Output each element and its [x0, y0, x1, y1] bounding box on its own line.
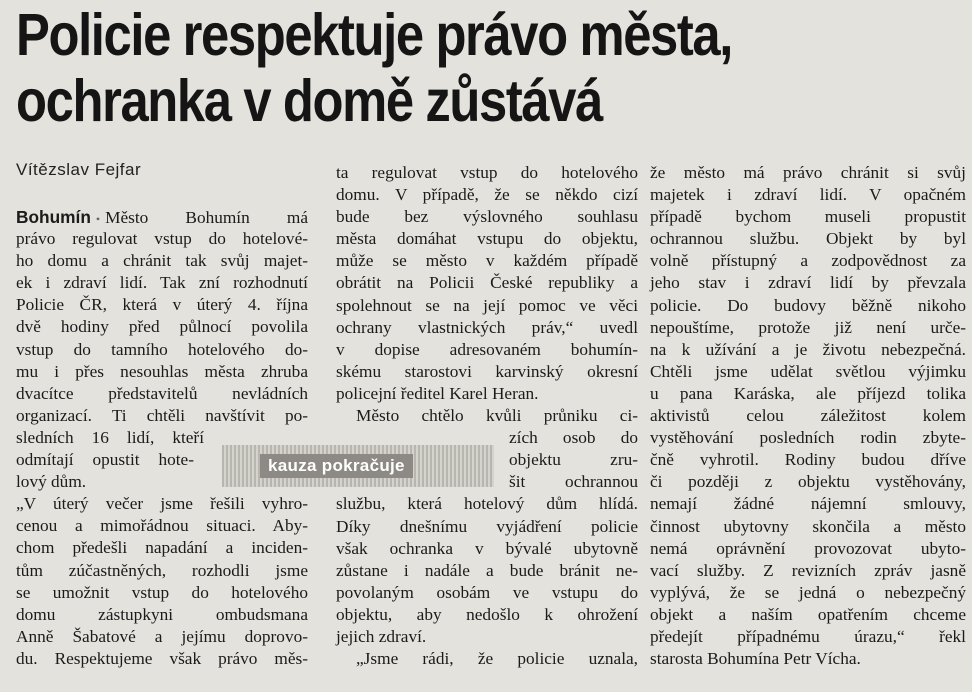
- article-line: volně přístupný a zodpovědnost za: [650, 251, 966, 271]
- kicker-box: [222, 445, 494, 487]
- article-line: Díky dnešnímu vyjádření policie: [336, 516, 638, 536]
- article-line: vystěhování posledních rodin zbyte-: [650, 428, 966, 448]
- article-line: spolehnout se na její pomoc ve věci: [336, 295, 638, 315]
- article-line: domu. V případě, že se někdo cizí: [336, 185, 638, 205]
- column-1-first-line: [16, 206, 308, 228]
- byline: Vítězslav Fejfar: [16, 160, 142, 179]
- article-line: ochrany vlastnických práv,“ uvedl: [336, 317, 638, 337]
- article-line: dvacítce představitelů nevládních: [16, 383, 308, 403]
- article-line: cenou a mimořádnou situaci. Aby-: [16, 516, 308, 536]
- dateline-bullet: •: [95, 212, 101, 226]
- article-line: ta regulovat vstup do hotelového: [336, 163, 638, 182]
- article-line: se umožnit vstup do hotelového: [16, 582, 308, 602]
- article-line: tům zúčastněných, rozhodli jsme: [16, 560, 308, 580]
- headline-line-1: Policie respektuje právo města,: [16, 2, 732, 68]
- article-line: odmítají opustit hote-: [16, 450, 194, 470]
- article-line: policie. Do budovy běžně nikoho: [650, 295, 966, 315]
- article-line: nemá oprávnění provozovat ubyto-: [650, 538, 966, 558]
- article-line: předejít případnému úrazu,“ řekl: [650, 626, 966, 646]
- article-line: jejich zdraví.: [336, 626, 427, 646]
- article-line: skému starostovi karvinský okresní: [336, 361, 638, 381]
- article-line: ho domu a chránit tak svůj majet-: [16, 251, 308, 271]
- article-line: však ochranka v bývalé ubytovně: [336, 538, 638, 558]
- column-1-first-text: Město Bohumín má: [105, 208, 308, 227]
- article-line: „Jsme rádi, že policie uznala,: [356, 649, 638, 669]
- article-line: chom předešli napadání a inciden-: [16, 538, 308, 558]
- article-line: objektu, aby nedošlo k ohrožení: [336, 604, 638, 624]
- article-line: objektu zru-: [509, 450, 638, 470]
- article-line: vací služby. Z revizních zpráv jasně: [650, 560, 966, 580]
- article-column-1: [16, 206, 308, 670]
- article-column-2: [336, 162, 638, 670]
- article-line: du. Respektujeme však právo měs-: [16, 648, 308, 668]
- article-line: Anně Šabatové a jejímu doprovo-: [16, 626, 308, 646]
- article-line: nemají žádné nájemní smlouvy,: [650, 494, 966, 514]
- article-line: vyplývá, že se jedná o nebezpečný: [650, 582, 966, 602]
- article-line: v dopise adresovaném bohumín-: [336, 339, 638, 359]
- article-line: Město chtělo kvůli průniku ci-: [356, 406, 638, 426]
- article-line: ochrannou službu. Objekt by byl: [650, 229, 966, 249]
- article-line: činnost ubytovny skončila a město: [650, 516, 966, 536]
- article-line: starosta Bohumína Petr Vícha.: [650, 649, 861, 669]
- article-line: bude bez výslovného souhlasu: [336, 207, 638, 227]
- article-line: ek i zdraví lidí. Tak zní rozhodnutí: [16, 273, 308, 293]
- article-line: mu i přes nesouhlas města zhruba: [16, 361, 308, 381]
- article-line: aktivistů celou záležitost kolem: [650, 406, 966, 426]
- article-line: sledních 16 lidí, kteří: [16, 427, 204, 447]
- article-line: nepouštíme, protože již není urče-: [650, 317, 966, 337]
- article-line: zích osob do: [509, 428, 638, 448]
- article-line: zůstane i nadále a bude bránit ne-: [336, 560, 638, 580]
- article-line: Chtěli jsme udělat světlou výjimku: [650, 361, 966, 381]
- article-line: právo regulovat vstup do hotelové-: [16, 229, 308, 249]
- article-line: organizací. Ti chtěli navštívit po-: [16, 405, 308, 425]
- article-line: obrátit na Policii České republiky a: [336, 273, 638, 293]
- kicker-label: kauza pokračuje: [260, 454, 413, 478]
- article-line: města domáhat vstupu do objektu,: [336, 229, 638, 249]
- article-line: dvě hodiny před půlnocí povolila: [16, 317, 308, 337]
- article-line: může se město v každém případě: [336, 251, 638, 271]
- article-line: službu, která hotelový dům hlídá.: [336, 494, 638, 514]
- article-line: případě bychom museli propustit: [650, 207, 966, 227]
- article-line: majetek i zdraví lidí. V opačném: [650, 185, 966, 205]
- article-line: povolaným osobám ve vstupu do: [336, 582, 638, 602]
- article-line: domu zástupkyni ombudsmana: [16, 604, 308, 624]
- article-line: na k užívání a je životu nebezpečná.: [650, 339, 966, 359]
- article-column-3: [650, 162, 966, 670]
- article-line: šit ochrannou: [509, 472, 638, 492]
- article-line: čně vyhrotil. Rodiny budou dříve: [650, 450, 966, 470]
- article-line: že město má právo chránit si svůj: [650, 163, 966, 182]
- article-line: Policie ČR, která v úterý 4. října: [16, 295, 308, 315]
- article-line: jeho stav i zdraví lidí by převzala: [650, 273, 966, 293]
- dateline-place: Bohumín: [16, 207, 91, 227]
- article-line: lový dům.: [16, 472, 87, 492]
- headline: [16, 2, 833, 134]
- article-line: u pana Karáska, ale příjezd tolika: [650, 383, 966, 403]
- article-line: vstup do tamního hotelového do-: [16, 339, 308, 359]
- article-line: policejní ředitel Karel Heran.: [336, 383, 539, 403]
- article-line: či později z objektu vystěhovány,: [650, 472, 966, 492]
- article-line: objekt a naším opatřením chceme: [650, 604, 966, 624]
- article-line: „V úterý večer jsme řešili vyhro-: [16, 494, 308, 514]
- headline-line-2: ochranka v domě zůstává: [16, 68, 602, 134]
